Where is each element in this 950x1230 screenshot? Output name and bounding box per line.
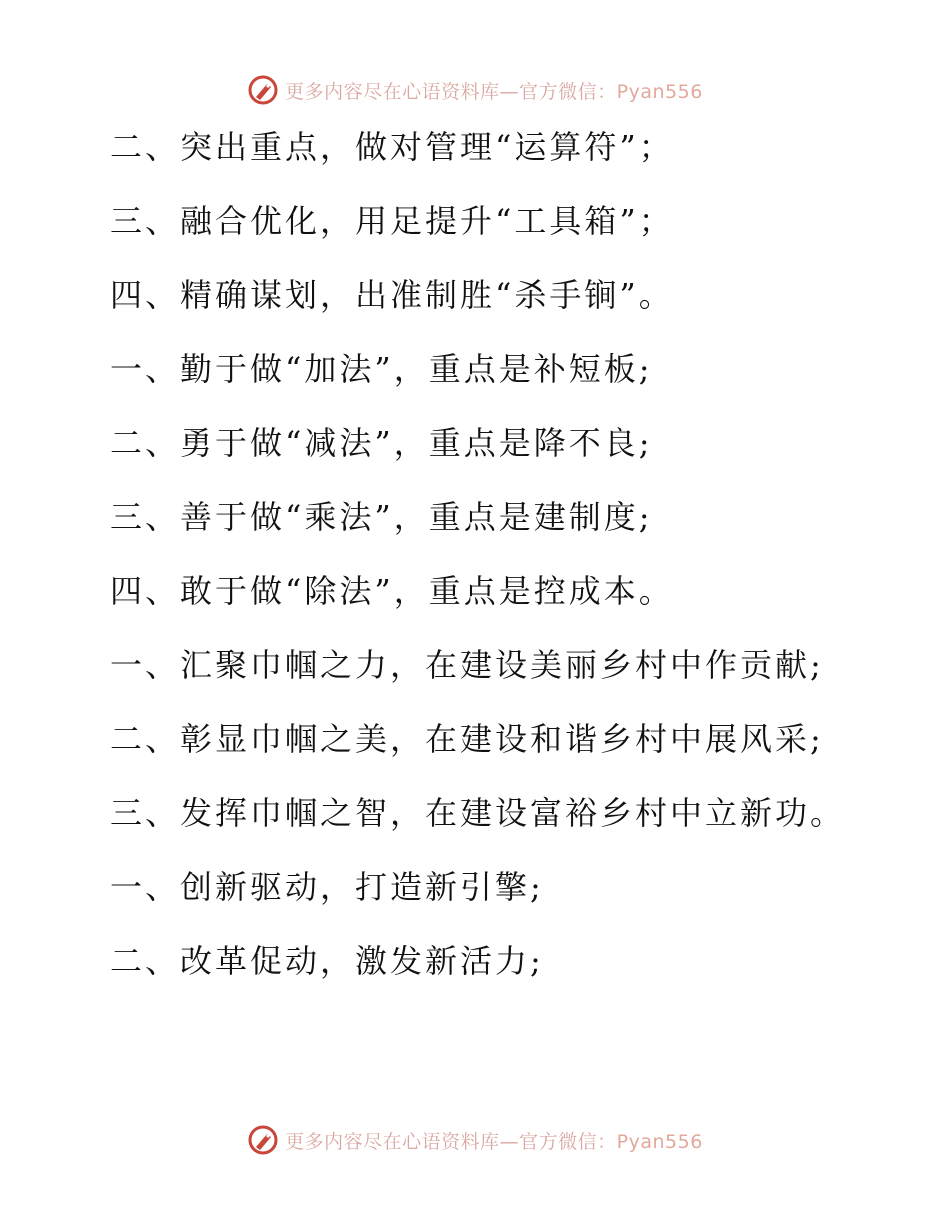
text-line: 二、彰显巾帼之美，在建设和谐乡村中展风采;: [110, 720, 824, 758]
header-banner-wechat-id: Pyan556: [616, 80, 703, 103]
text-line: 三、发挥巾帼之智，在建设富裕乡村中立新功。: [110, 794, 846, 832]
footer-banner-text: [285, 1127, 703, 1154]
footer-banner-wechat-id: Pyan556: [616, 1130, 703, 1153]
text-line: 二、勇于做“减法”，重点是降不良;: [110, 424, 653, 462]
text-line: 一、创新驱动，打造新引擎;: [110, 868, 544, 906]
document-body: [110, 120, 910, 1008]
text-line: 四、精确谋划，出准制胜“杀手锏”。: [110, 276, 674, 314]
text-line: 一、汇聚巾帼之力，在建设美丽乡村中作贡献;: [110, 646, 824, 684]
header-banner-label: 更多内容尽在心语资料库—官方微信：: [285, 80, 617, 103]
header-watermark-banner: [0, 70, 950, 110]
footer-banner-label: 更多内容尽在心语资料库—官方微信：: [285, 1130, 617, 1153]
text-line: 四、敢于做“除法”，重点是控成本。: [110, 572, 674, 610]
pen-nib-logo-icon: [247, 1124, 279, 1156]
text-line: 二、改革促动，激发新活力;: [110, 942, 544, 980]
text-line: 二、突出重点，做对管理“运算符”；: [110, 128, 674, 166]
text-line: 三、融合优化，用足提升“工具箱”；: [110, 202, 674, 240]
pen-nib-logo-icon: [247, 74, 279, 106]
footer-watermark-banner: [0, 1120, 950, 1160]
text-line: 三、善于做“乘法”，重点是建制度;: [110, 498, 653, 536]
text-line: 一、勤于做“加法”，重点是补短板;: [110, 350, 653, 388]
header-banner-text: [285, 77, 703, 104]
